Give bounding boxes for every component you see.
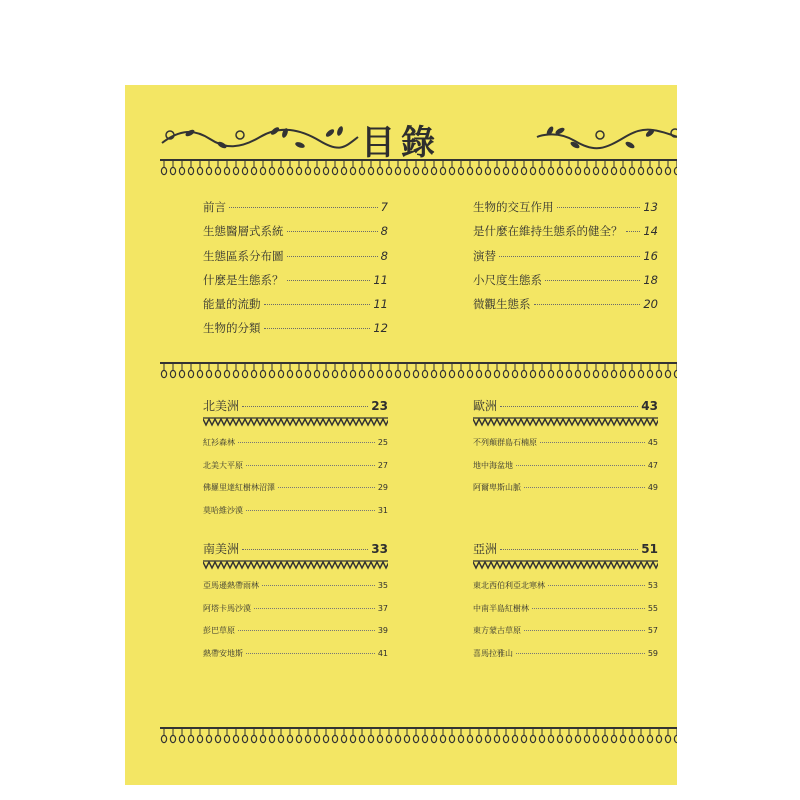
section-item[interactable] [203, 580, 388, 603]
section-item-label: 不列顛群島石楠原 [473, 438, 537, 447]
toc-entry-page: 7 [380, 200, 388, 214]
section-heading[interactable] [203, 540, 388, 558]
section-item-label: 喜馬拉雅山 [473, 648, 513, 658]
section-item-page: 45 [647, 438, 658, 447]
dot-leader [262, 585, 375, 586]
dot-leader [500, 406, 638, 407]
toc-left [203, 199, 388, 345]
dot-leader [534, 304, 641, 305]
dot-leader [238, 630, 375, 631]
dot-leader [626, 231, 641, 232]
section-item-page: 47 [647, 460, 658, 470]
section-item-label: 東方蒙古草原 [473, 626, 521, 635]
section-item-label: 北美大平原 [203, 460, 243, 470]
section-item-label: 佛羅里達紅樹林沼澤 [203, 483, 275, 492]
toc-entry[interactable] [473, 223, 658, 247]
section-south-america [203, 540, 388, 670]
section-item[interactable] [203, 625, 388, 648]
toc-entry-page: 16 [643, 248, 658, 263]
zigzag-divider [473, 560, 658, 570]
section-item-page: 57 [647, 626, 658, 635]
section-item[interactable] [203, 603, 388, 626]
section-item-label: 彭巴草原 [203, 626, 235, 635]
section-title: 南美洲 [203, 542, 240, 556]
section-page: 51 [641, 542, 658, 556]
dot-leader [246, 510, 375, 511]
lace-border-bottom [160, 725, 677, 747]
page [125, 85, 677, 785]
section-item[interactable] [203, 505, 388, 528]
vine-ornament-right-icon [535, 125, 677, 151]
toc-entry-label: 微觀生態系 [473, 297, 531, 312]
dot-leader [246, 653, 375, 654]
section-item[interactable] [473, 648, 658, 671]
toc-entry[interactable] [203, 223, 388, 247]
toc-entry[interactable] [203, 320, 388, 344]
section-item-label: 莫哈維沙漠 [203, 505, 243, 515]
toc-entry[interactable] [473, 296, 658, 320]
dot-leader [254, 608, 375, 609]
section-item-page: 55 [647, 603, 658, 613]
dot-leader [516, 465, 645, 466]
toc-entry-label: 前言 [203, 200, 226, 214]
section-page: 43 [641, 399, 658, 413]
dot-leader [229, 207, 378, 208]
section-item-label: 東北西伯利亞北寒林 [473, 581, 545, 590]
section-heading[interactable] [473, 397, 658, 415]
toc-entry-page: 14 [643, 224, 658, 239]
dot-leader [238, 442, 375, 443]
section-item-page: 35 [377, 581, 388, 590]
dot-leader [524, 487, 645, 488]
section-item-page: 27 [377, 460, 388, 470]
toc-entry[interactable] [473, 248, 658, 272]
section-item[interactable] [473, 460, 658, 483]
lace-border-top [160, 157, 677, 179]
toc-entry-label: 生物的交互作用 [473, 200, 554, 214]
dot-leader [287, 256, 378, 257]
toc-entry-label: 生態醫層式系統 [203, 224, 284, 239]
toc-entry[interactable] [203, 248, 388, 272]
toc-entry-page: 8 [380, 224, 388, 239]
toc-entry-label: 演替 [473, 248, 496, 263]
toc-entry-page: 11 [373, 272, 388, 287]
section-europe [473, 397, 658, 505]
dot-leader [516, 653, 645, 654]
toc-entry[interactable] [203, 272, 388, 296]
section-north-america [203, 397, 388, 527]
section-title: 北美洲 [203, 399, 240, 413]
section-heading[interactable] [473, 540, 658, 558]
toc-entry-page: 12 [373, 321, 388, 336]
dot-leader [287, 231, 378, 232]
section-item[interactable] [203, 648, 388, 671]
toc-entry-page: 13 [643, 200, 658, 214]
section-item-page: 39 [377, 626, 388, 635]
section-title: 亞洲 [473, 542, 498, 556]
toc-entry[interactable] [203, 199, 388, 223]
lace-border-middle [160, 360, 677, 382]
section-item[interactable] [473, 603, 658, 626]
section-item-label: 亞馬遜熱帶雨林 [203, 581, 259, 590]
section-heading[interactable] [203, 397, 388, 415]
dot-leader [246, 465, 375, 466]
dot-leader [540, 442, 645, 443]
section-item-page: 25 [377, 438, 388, 447]
section-item-label: 阿爾卑斯山脈 [473, 483, 521, 492]
dot-leader [532, 608, 645, 609]
dot-leader [264, 304, 371, 305]
toc-entry-page: 11 [373, 297, 388, 312]
section-page: 33 [371, 542, 388, 556]
toc-entry-label: 生態區系分布圖 [203, 248, 284, 263]
toc-entry-label: 生物的分類 [203, 321, 261, 336]
section-item[interactable] [203, 482, 388, 505]
toc-entry-page: 18 [643, 272, 658, 287]
section-item[interactable] [473, 625, 658, 648]
zigzag-divider [203, 417, 388, 427]
dot-leader [287, 280, 371, 281]
section-item-page: 31 [377, 505, 388, 515]
dot-leader [500, 549, 638, 550]
dot-leader [264, 328, 371, 329]
section-item[interactable] [473, 437, 658, 460]
section-item-label: 阿塔卡馬沙漠 [203, 603, 251, 613]
page-title: 目錄 [361, 123, 441, 163]
dot-leader [499, 256, 640, 257]
section-item[interactable] [203, 437, 388, 460]
toc-entry[interactable] [203, 296, 388, 320]
section-item-page: 59 [647, 648, 658, 658]
toc-entry-label: 什麼是生態系？ [203, 272, 284, 287]
zigzag-divider [203, 560, 388, 570]
section-item-label: 地中海盆地 [473, 460, 513, 470]
section-item-page: 49 [647, 483, 658, 492]
toc-entry[interactable] [473, 272, 658, 296]
dot-leader [545, 280, 640, 281]
toc-entry-page: 20 [643, 297, 658, 312]
section-item[interactable] [473, 580, 658, 603]
toc-entry-label: 小尺度生態系 [473, 272, 542, 287]
toc-entry-page: 8 [380, 248, 388, 263]
section-item-label: 中南半島紅樹林 [473, 603, 529, 613]
section-item-page: 29 [377, 483, 388, 492]
section-page: 23 [371, 399, 388, 413]
section-asia [473, 540, 658, 670]
section-item[interactable] [473, 482, 658, 505]
dot-leader [557, 207, 641, 208]
toc-entry-label: 是什麼在維持生態系的健全？ [473, 224, 623, 239]
dot-leader [242, 549, 368, 550]
section-title: 歐洲 [473, 399, 498, 413]
dot-leader [524, 630, 645, 631]
dot-leader [548, 585, 645, 586]
toc-entry[interactable] [473, 199, 658, 223]
dot-leader [278, 487, 375, 488]
section-item[interactable] [203, 460, 388, 483]
toc-right [473, 199, 658, 320]
toc-entry-label: 能量的流動 [203, 297, 261, 312]
section-item-page: 53 [647, 581, 658, 590]
dot-leader [242, 406, 368, 407]
section-item-page: 41 [377, 648, 388, 658]
section-item-label: 熱帶安地斯 [203, 648, 243, 658]
section-item-label: 紅衫森林 [203, 438, 235, 447]
zigzag-divider [473, 417, 658, 427]
section-item-page: 37 [377, 603, 388, 613]
